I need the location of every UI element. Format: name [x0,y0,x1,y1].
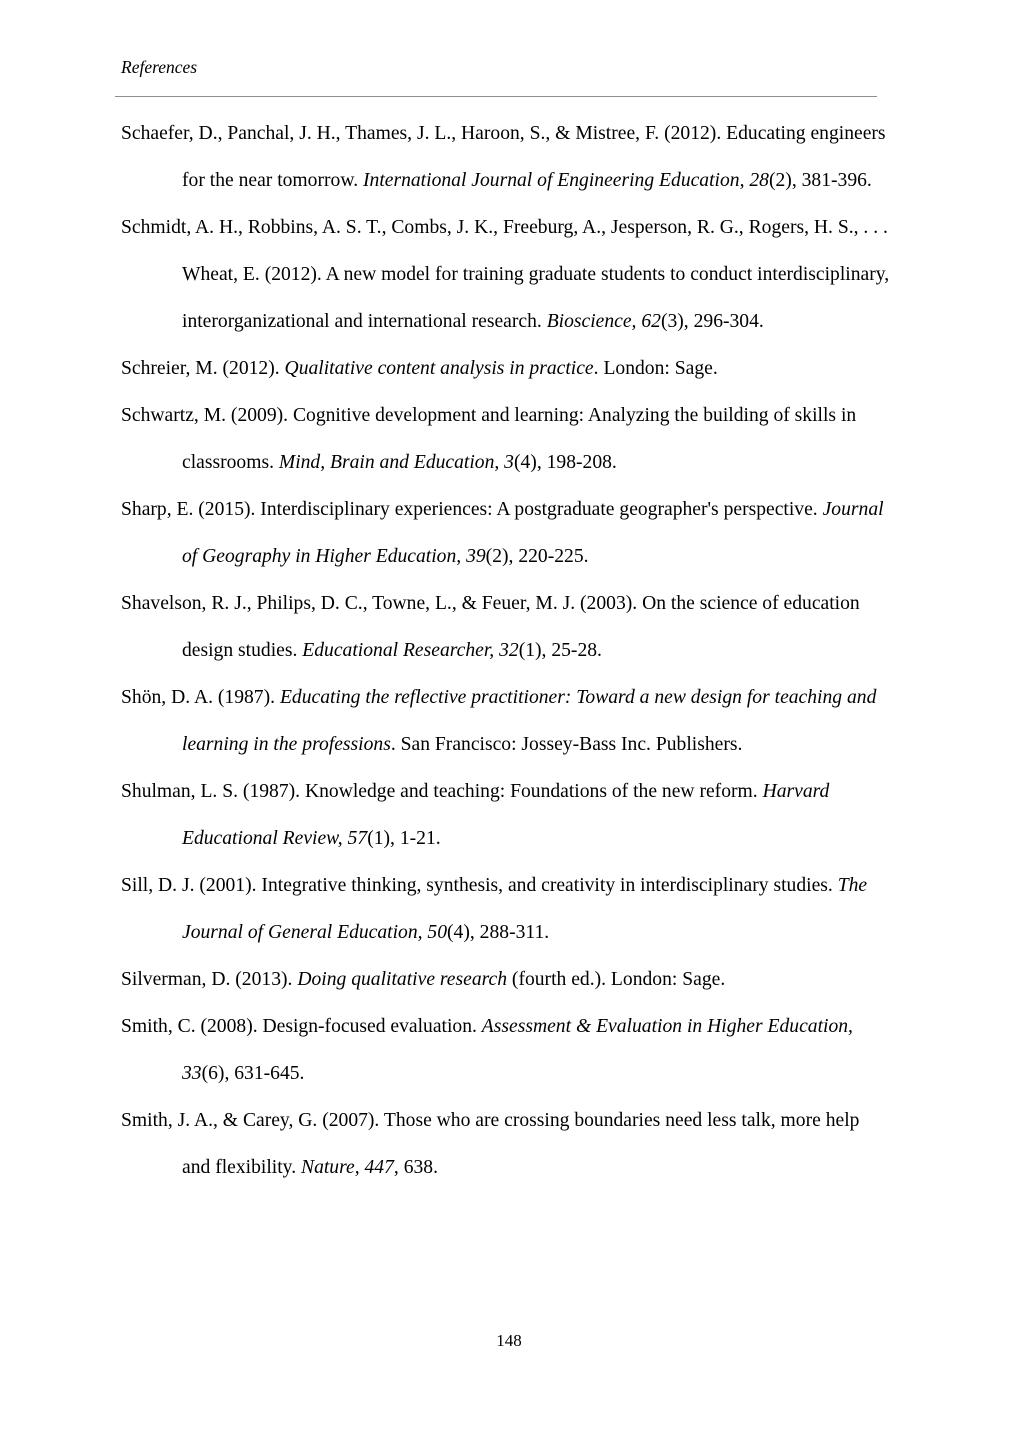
reference-entry [121,768,891,862]
ref-journal-italic: International Journal of Engineering Education, 28 [363,170,769,191]
ref-journal-italic: Journal of Geography in Higher Education, 39 [182,499,884,567]
reference-entry [121,392,891,486]
ref-post-text: . London: Sage. [593,358,718,379]
ref-pre-text: Schwartz, M. (2009). Cognitive development and learning: Analyzing the building of skills in classrooms. [121,405,857,473]
references-list [121,110,891,1191]
ref-post-text: (3), 296-304. [660,311,764,332]
ref-journal-italic: Bioscience, 62 [546,311,661,332]
ref-post-text: , 638. [393,1157,438,1178]
ref-post-text: (4), 198-208. [513,452,617,473]
ref-post-text: (6), 631-645. [201,1063,305,1084]
ref-post-text: (4), 288-311. [447,922,550,943]
ref-post-text: . San Francisco: Jossey-Bass Inc. Publishers. [390,734,743,755]
reference-entry [121,204,891,345]
ref-post-text: (1), 25-28. [518,640,602,661]
ref-journal-italic: Assessment & Evaluation in Higher Education, 33 [182,1016,853,1084]
ref-journal-italic: Educational Researcher, 32 [302,640,519,661]
reference-entry [121,1003,891,1097]
ref-pre-text: Shön, D. A. (1987). [121,687,280,708]
ref-journal-italic: Nature, 447 [301,1157,394,1178]
ref-pre-text: Sharp, E. (2015). Interdisciplinary experiences: A postgraduate geographer's perspective. [121,499,823,520]
ref-pre-text: Schaefer, D., Panchal, J. H., Thames, J. L., Haroon, S., & Mistree, F. (2012). Educating engineers for the near tomorrow. [121,123,886,191]
reference-entry [121,345,891,392]
ref-pre-text: Schmidt, A. H., Robbins, A. S. T., Combs, J. K., Freeburg, A., Jesperson, R. G., Rogers, H. S., . . . Wheat, E. (2012). A new model for training graduate students to conduct interdisciplinary, interorganizational and international research. [121,217,890,332]
ref-journal-italic: Doing qualitative research [297,969,508,990]
page-header-title: References [121,57,198,77]
ref-post-text: (2), 381-396. [768,170,872,191]
ref-post-text: (fourth ed.). London: Sage. [507,969,726,990]
ref-pre-text: Schreier, M. (2012). [121,358,285,379]
page-number: 148 [496,1331,522,1350]
reference-entry [121,1097,891,1191]
reference-entry [121,956,891,1003]
ref-journal-italic: Mind, Brain and Education, 3 [278,452,514,473]
ref-pre-text: Shavelson, R. J., Philips, D. C., Towne, L., & Feuer, M. J. (2003). On the science of education design studies. [121,593,860,661]
ref-journal-italic: Educating the reflective practitioner: Toward a new design for teaching and learning in the professions [182,687,877,755]
reference-entry [121,862,891,956]
ref-pre-text: Shulman, L. S. (1987). Knowledge and teaching: Foundations of the new reform. [121,781,763,802]
ref-journal-italic: Qualitative content analysis in practice [284,358,594,379]
ref-pre-text: Silverman, D. (2013). [121,969,298,990]
ref-post-text: (2), 220-225. [485,546,589,567]
ref-pre-text: Smith, C. (2008). Design-focused evaluation. [121,1016,482,1037]
ref-pre-text: Smith, J. A., & Carey, G. (2007). Those who are crossing boundaries need less talk, more help and flexibility. [121,1110,860,1178]
ref-pre-text: Sill, D. J. (2001). Integrative thinking, synthesis, and creativity in interdisciplinary studies. [121,875,838,896]
reference-entry [121,110,891,204]
ref-post-text: (1), 1-21. [367,828,441,849]
header-rule [115,96,877,97]
ref-journal-italic: The Journal of General Education, 50 [182,875,868,943]
reference-entry [121,674,891,768]
reference-entry [121,486,891,580]
ref-journal-italic: Harvard Educational Review, 57 [182,781,830,849]
reference-entry [121,580,891,674]
